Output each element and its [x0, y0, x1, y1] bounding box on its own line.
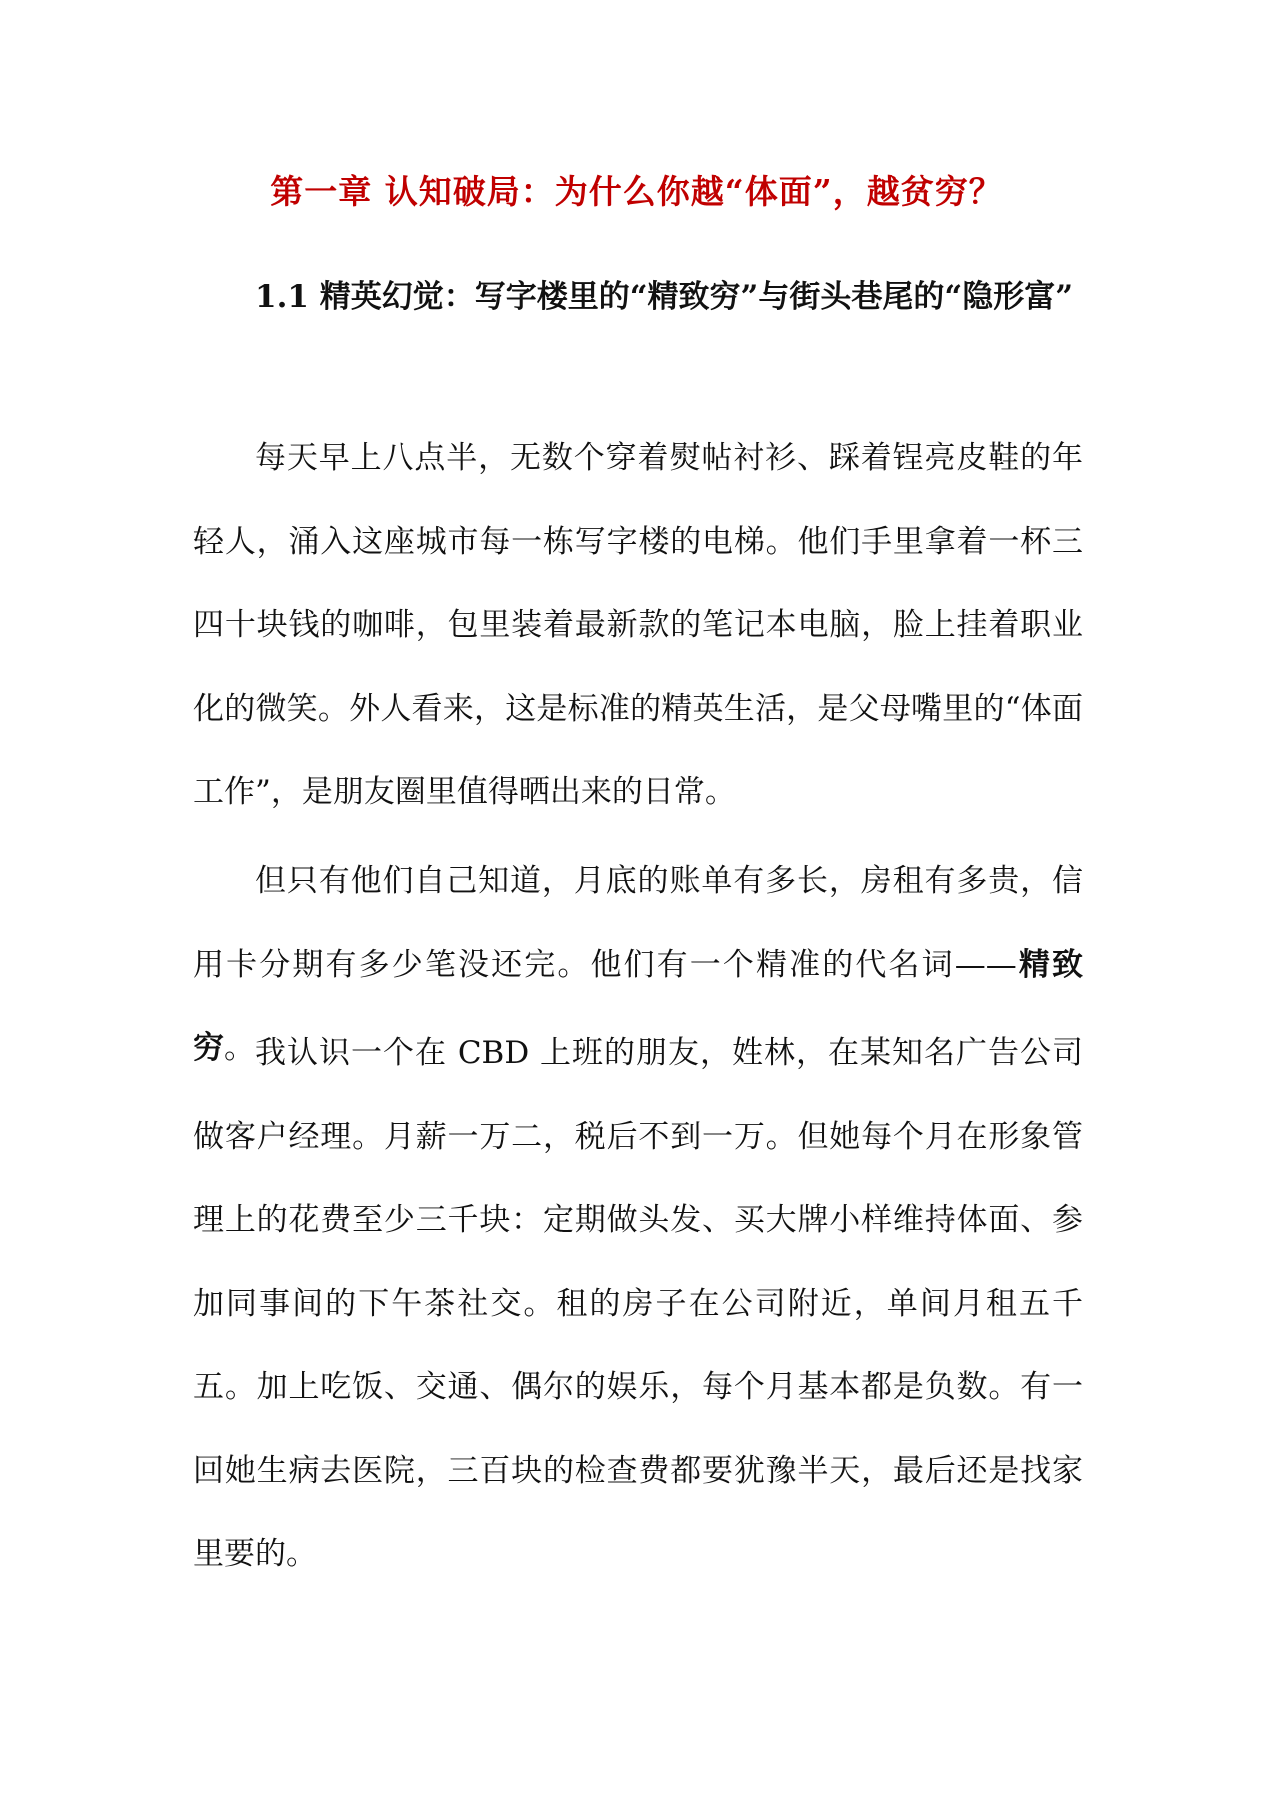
- section-title: 1.1 精英幻觉：写字楼里的“精致穷”与街头巷尾的“隐形富”: [255, 279, 1074, 315]
- chapter-title: 第一章 认知破局：为什么你越“体面”，越贫穷？: [270, 172, 1003, 211]
- paragraph-2-text: 但只有他们自己知道，月底的账单有多长，房租有多贵，信用卡分期有多少笔没还完。他们有一个精准的代名词——: [193, 863, 1083, 983]
- paragraph-2-end: 。: [224, 1030, 255, 1066]
- paragraph-2-bold-term: 精致穷: [193, 946, 1084, 1066]
- paragraph-3: 我认识一个在 CBD 上班的朋友，姓林，在某知名广告公司做客户经理。月薪一万二，税后不到一万。但她每个月在形象管理上的花费至少三千块：定期做头发、买大牌小样维持体面、参加同事间的下午茶社交。租的房子在公司附近，单间月租五千五。加上吃饭、交通、偶尔的娱乐，每个月基本都是负数。有一回她生病去医院，三百块的检查费都要犹豫半天，最后还是找家里要的。: [193, 1035, 1083, 1572]
- paragraph-1: 每天早上八点半，无数个穿着熨帖衬衫、踩着锃亮皮鞋的年轻人，涌入这座城市每一栋写字楼的电梯。他们手里拿着一杯三四十块钱的咖啡，包里装着最新款的笔记本电脑，脸上挂着职业化的微笑。外人看来，这是标准的精英生活，是父母嘴里的“体面工作”，是朋友圈里值得晒出来的日常。: [193, 440, 1083, 810]
